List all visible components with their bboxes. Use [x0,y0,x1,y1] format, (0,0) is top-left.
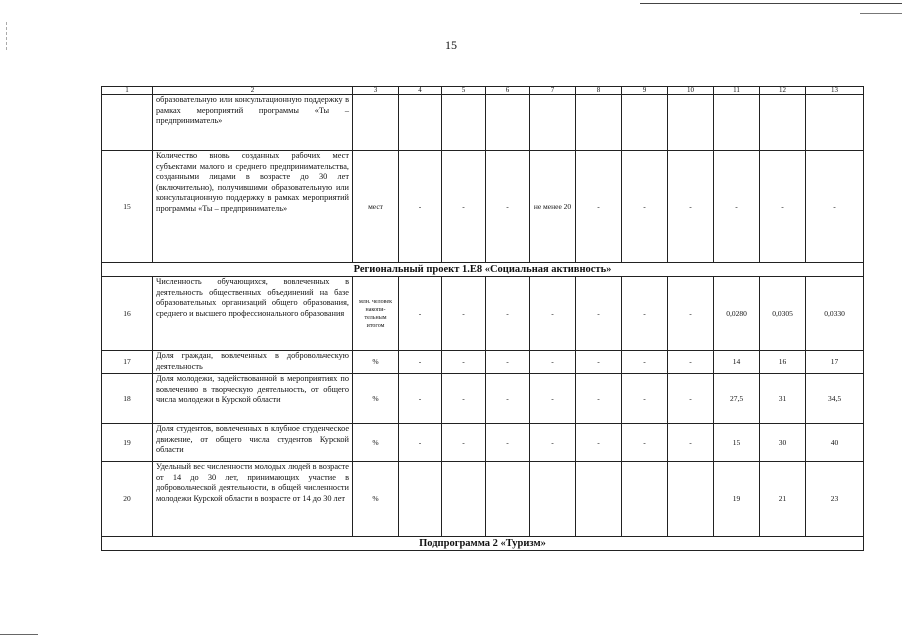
indicator-description: Доля молодежи, задействованной в мероприятиях по вовлечению в творческую деятельность, от общего числа молодежи в Курской области [153,374,353,424]
value-cell: 16 [760,351,806,374]
value-cell: 40 [806,424,864,462]
value-cell: 15 [714,424,760,462]
value-cell: 17 [806,351,864,374]
indicator-description: образовательную или консультационную поддержку в рамках мероприятий программы «Ты – предприниматель» [153,95,353,151]
col-number: 8 [576,87,622,95]
col-number: 13 [806,87,864,95]
row-number: 19 [102,424,153,462]
value-cell: 0,0305 [760,277,806,351]
value-cell: - [442,151,486,263]
value-cell: - [622,277,668,351]
col-number: 12 [760,87,806,95]
unit-cell [353,95,399,151]
col-number: 1 [102,87,153,95]
col-number: 3 [353,87,399,95]
value-cell [530,95,576,151]
row-number: 15 [102,151,153,263]
value-cell [486,462,530,537]
value-cell: 30 [760,424,806,462]
value-cell [622,462,668,537]
value-cell [442,462,486,537]
value-cell: 14 [714,351,760,374]
value-cell [668,462,714,537]
value-cell: - [576,424,622,462]
value-cell: 27,5 [714,374,760,424]
value-cell [486,95,530,151]
margin-mark [6,22,8,50]
col-number: 4 [399,87,442,95]
header-rule [640,3,902,4]
col-number: 10 [668,87,714,95]
value-cell: - [399,424,442,462]
table-row [102,374,864,424]
value-cell: - [399,351,442,374]
value-cell [442,95,486,151]
row-number: 17 [102,351,153,374]
unit-cell: % [353,424,399,462]
value-cell: - [622,374,668,424]
value-cell: - [760,151,806,263]
value-cell: - [530,351,576,374]
value-cell: - [668,151,714,263]
value-cell: - [714,151,760,263]
unit-cell: % [353,374,399,424]
header-rule-short [860,13,902,14]
value-cell [668,95,714,151]
value-cell: - [486,424,530,462]
value-cell: - [622,424,668,462]
value-cell: - [399,151,442,263]
value-cell: - [576,277,622,351]
value-cell: - [576,351,622,374]
section-row [102,537,864,551]
indicators-table [101,86,864,551]
unit-cell: % [353,462,399,537]
value-cell: - [399,277,442,351]
section-row [102,263,864,277]
value-cell [576,462,622,537]
table-row [102,151,864,263]
value-cell [576,95,622,151]
value-cell: - [668,351,714,374]
value-cell: - [486,277,530,351]
indicator-description: Доля студентов, вовлеченных в клубное студенческое движение, от общего числа студентов Курской области [153,424,353,462]
row-number [102,95,153,151]
value-cell [714,95,760,151]
col-number: 9 [622,87,668,95]
value-cell: 0,0280 [714,277,760,351]
col-number: 7 [530,87,576,95]
value-cell [806,95,864,151]
row-number: 20 [102,462,153,537]
col-number: 6 [486,87,530,95]
table-row [102,424,864,462]
col-number: 5 [442,87,486,95]
value-cell: - [668,277,714,351]
row-number: 18 [102,374,153,424]
value-cell [622,95,668,151]
page-number: 15 [445,38,457,52]
indicator-description: Количество вновь созданных рабочих мест субъектами малого и среднего предпринимательства, созданными лицами в возрасте до 30 лет (включительно), получившими образовательную или консультационную поддержку в рамках мероприятий программы «Ты – предприниматель» [153,151,353,263]
table-row [102,277,864,351]
value-cell: - [530,374,576,424]
indicator-description: Численность обучающихся, вовлеченных в деятельность общественных объединений на базе образовательных организаций общего образования, среднего и высшего профессионального образования [153,277,353,351]
value-cell: - [668,374,714,424]
value-cell: - [622,151,668,263]
table-row [102,95,864,151]
row-number: 16 [102,277,153,351]
value-cell: 21 [760,462,806,537]
indicator-description: Удельный вес численности молодых людей в возрасте от 14 до 30 лет, принимающих участие в добровольческой деятельности, в общей численности молодежи Курской области в возрасте от 14 до 30 лет [153,462,353,537]
table-row [102,351,864,374]
value-cell: 19 [714,462,760,537]
value-cell [399,95,442,151]
table-row [102,462,864,537]
value-cell: - [442,351,486,374]
section-title: Подпрограмма 2 «Туризм» [102,537,864,551]
value-cell: - [668,424,714,462]
value-cell: 31 [760,374,806,424]
value-cell: - [442,424,486,462]
value-cell: 34,5 [806,374,864,424]
value-cell: - [576,151,622,263]
value-cell: - [486,351,530,374]
value-cell [760,95,806,151]
value-cell: - [622,351,668,374]
unit-cell: млн. человек накопи-тельным итогом [353,277,399,351]
value-cell: 23 [806,462,864,537]
value-cell: - [806,151,864,263]
value-cell: - [486,374,530,424]
value-cell: - [486,151,530,263]
value-cell: 0,0330 [806,277,864,351]
col-number: 2 [153,87,353,95]
section-title: Региональный проект 1.Е8 «Социальная активность» [102,263,864,277]
col-number: 11 [714,87,760,95]
value-cell [530,462,576,537]
column-number-row [102,87,864,95]
footer-rule [0,634,38,635]
value-cell: - [442,374,486,424]
value-cell [399,462,442,537]
value-cell: - [576,374,622,424]
unit-cell: мест [353,151,399,263]
value-cell: не менее 20 [530,151,576,263]
value-cell: - [399,374,442,424]
value-cell: - [530,424,576,462]
indicator-description: Доля граждан, вовлеченных в добровольческую деятельность [153,351,353,374]
value-cell: - [530,277,576,351]
unit-cell: % [353,351,399,374]
value-cell: - [442,277,486,351]
